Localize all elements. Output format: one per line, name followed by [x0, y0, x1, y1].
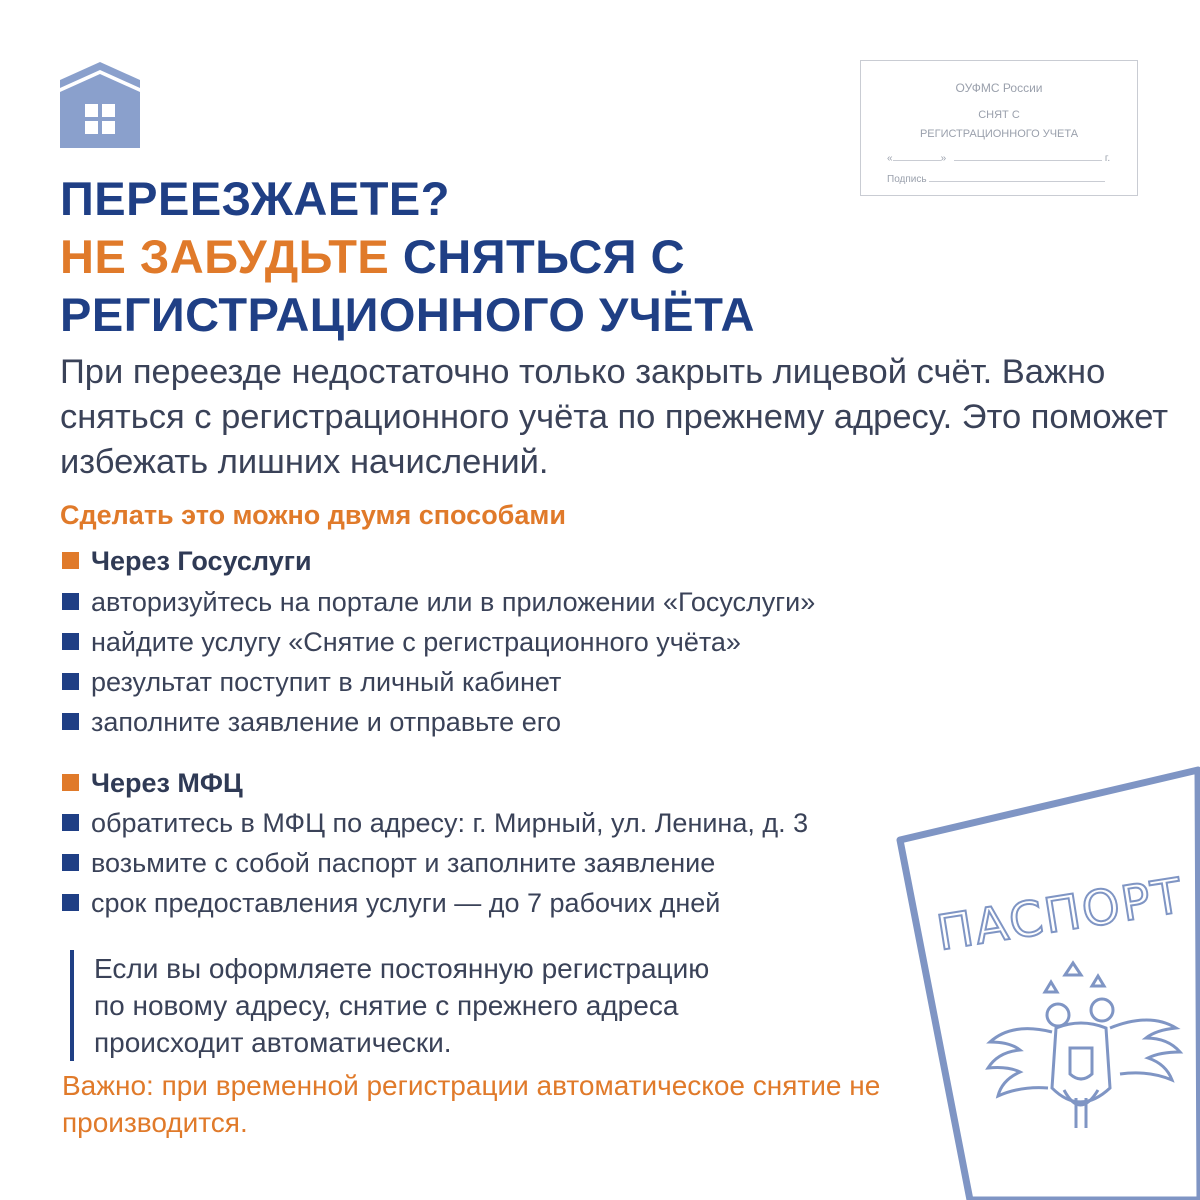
title-accent: НЕ ЗАБУДЬТЕ — [60, 230, 390, 283]
section-mfc — [62, 768, 243, 799]
info-note — [70, 950, 914, 1061]
blue-bullet-icon — [62, 673, 79, 690]
title-line1: ПЕРЕЕЗЖАЕТЕ? — [60, 172, 450, 225]
list-item — [62, 587, 815, 618]
stamp-date-month-blank — [954, 160, 1102, 161]
warning-text: Важно: при временной регистрации автоматическое снятие не производится. — [62, 1070, 881, 1138]
orange-bullet-icon — [62, 552, 79, 569]
list-item-text: возьмите с собой паспорт и заполните заявление — [91, 848, 716, 878]
stamp-sign-blank — [929, 181, 1105, 182]
stamp-date — [887, 153, 1117, 164]
list-item-text: обратитесь в МФЦ по адресу: г. Мирный, ул. Ленина, д. 3 — [91, 808, 809, 838]
section-gosuslugi-title: Через Госуслуги — [91, 546, 312, 576]
list-item — [62, 627, 741, 658]
list-item-text: заполните заявление и отправьте его — [91, 707, 561, 737]
blue-bullet-icon — [62, 894, 79, 911]
list-item-text: результат поступит в личный кабинет — [91, 667, 562, 697]
stamp-date-year: г. — [1104, 153, 1111, 164]
blue-bullet-icon — [62, 713, 79, 730]
section-gosuslugi — [62, 546, 312, 577]
passport-illustration — [880, 760, 1200, 1200]
note-line: по новому адресу, снятие с прежнего адреса — [94, 990, 679, 1021]
list-item-text: найдите услугу «Снятие с регистрационного учёта» — [91, 627, 741, 657]
orange-bullet-icon — [62, 774, 79, 791]
list-item-text: авторизуйтесь на портале или в приложении «Госуслуги» — [91, 587, 816, 617]
stamp-date-open: « — [887, 153, 893, 164]
stamp-line1: СНЯТ С — [978, 109, 1020, 121]
blue-bullet-icon — [62, 593, 79, 610]
list-item — [62, 707, 561, 738]
blue-bullet-icon — [62, 633, 79, 650]
blue-bullet-icon — [62, 854, 79, 871]
title-line2: СНЯТЬСЯ С — [389, 230, 686, 283]
list-item — [62, 888, 720, 919]
house-logo-icon — [60, 62, 140, 148]
registration-stamp — [860, 60, 1138, 196]
note-line: Если вы оформляете постоянную регистрацию — [94, 953, 710, 984]
stamp-line2: РЕГИСТРАЦИОННОГО УЧЕТА — [919, 128, 1079, 140]
list-item — [62, 848, 715, 879]
list-item — [62, 667, 561, 698]
stamp-sign-label: Подпись — [887, 174, 927, 185]
intro-text: При переезде недостаточно только закрыть лицевой счёт. Важно сняться с регистрационного учёта по прежнему адресу. Это поможет избежать лишних начислений. — [60, 353, 1169, 481]
stamp-date-close: » — [940, 153, 947, 164]
passport-label: ПАСПОРТ — [933, 867, 1188, 962]
stamp-org: ОУФМС России — [955, 81, 1043, 95]
note-line: происходит автоматически. — [94, 1027, 452, 1058]
section-mfc-title: Через МФЦ — [91, 768, 243, 798]
list-item-text: срок предоставления услуги — до 7 рабочих дней — [91, 888, 721, 918]
methods-title: Сделать это можно двумя способами — [60, 500, 566, 530]
stamp-signature — [887, 174, 1105, 185]
title-line3: РЕГИСТРАЦИОННОГО УЧЁТА — [60, 288, 755, 341]
stamp-date-day-blank — [893, 160, 941, 161]
blue-bullet-icon — [62, 814, 79, 831]
list-item — [62, 808, 808, 839]
page-title — [60, 170, 880, 344]
